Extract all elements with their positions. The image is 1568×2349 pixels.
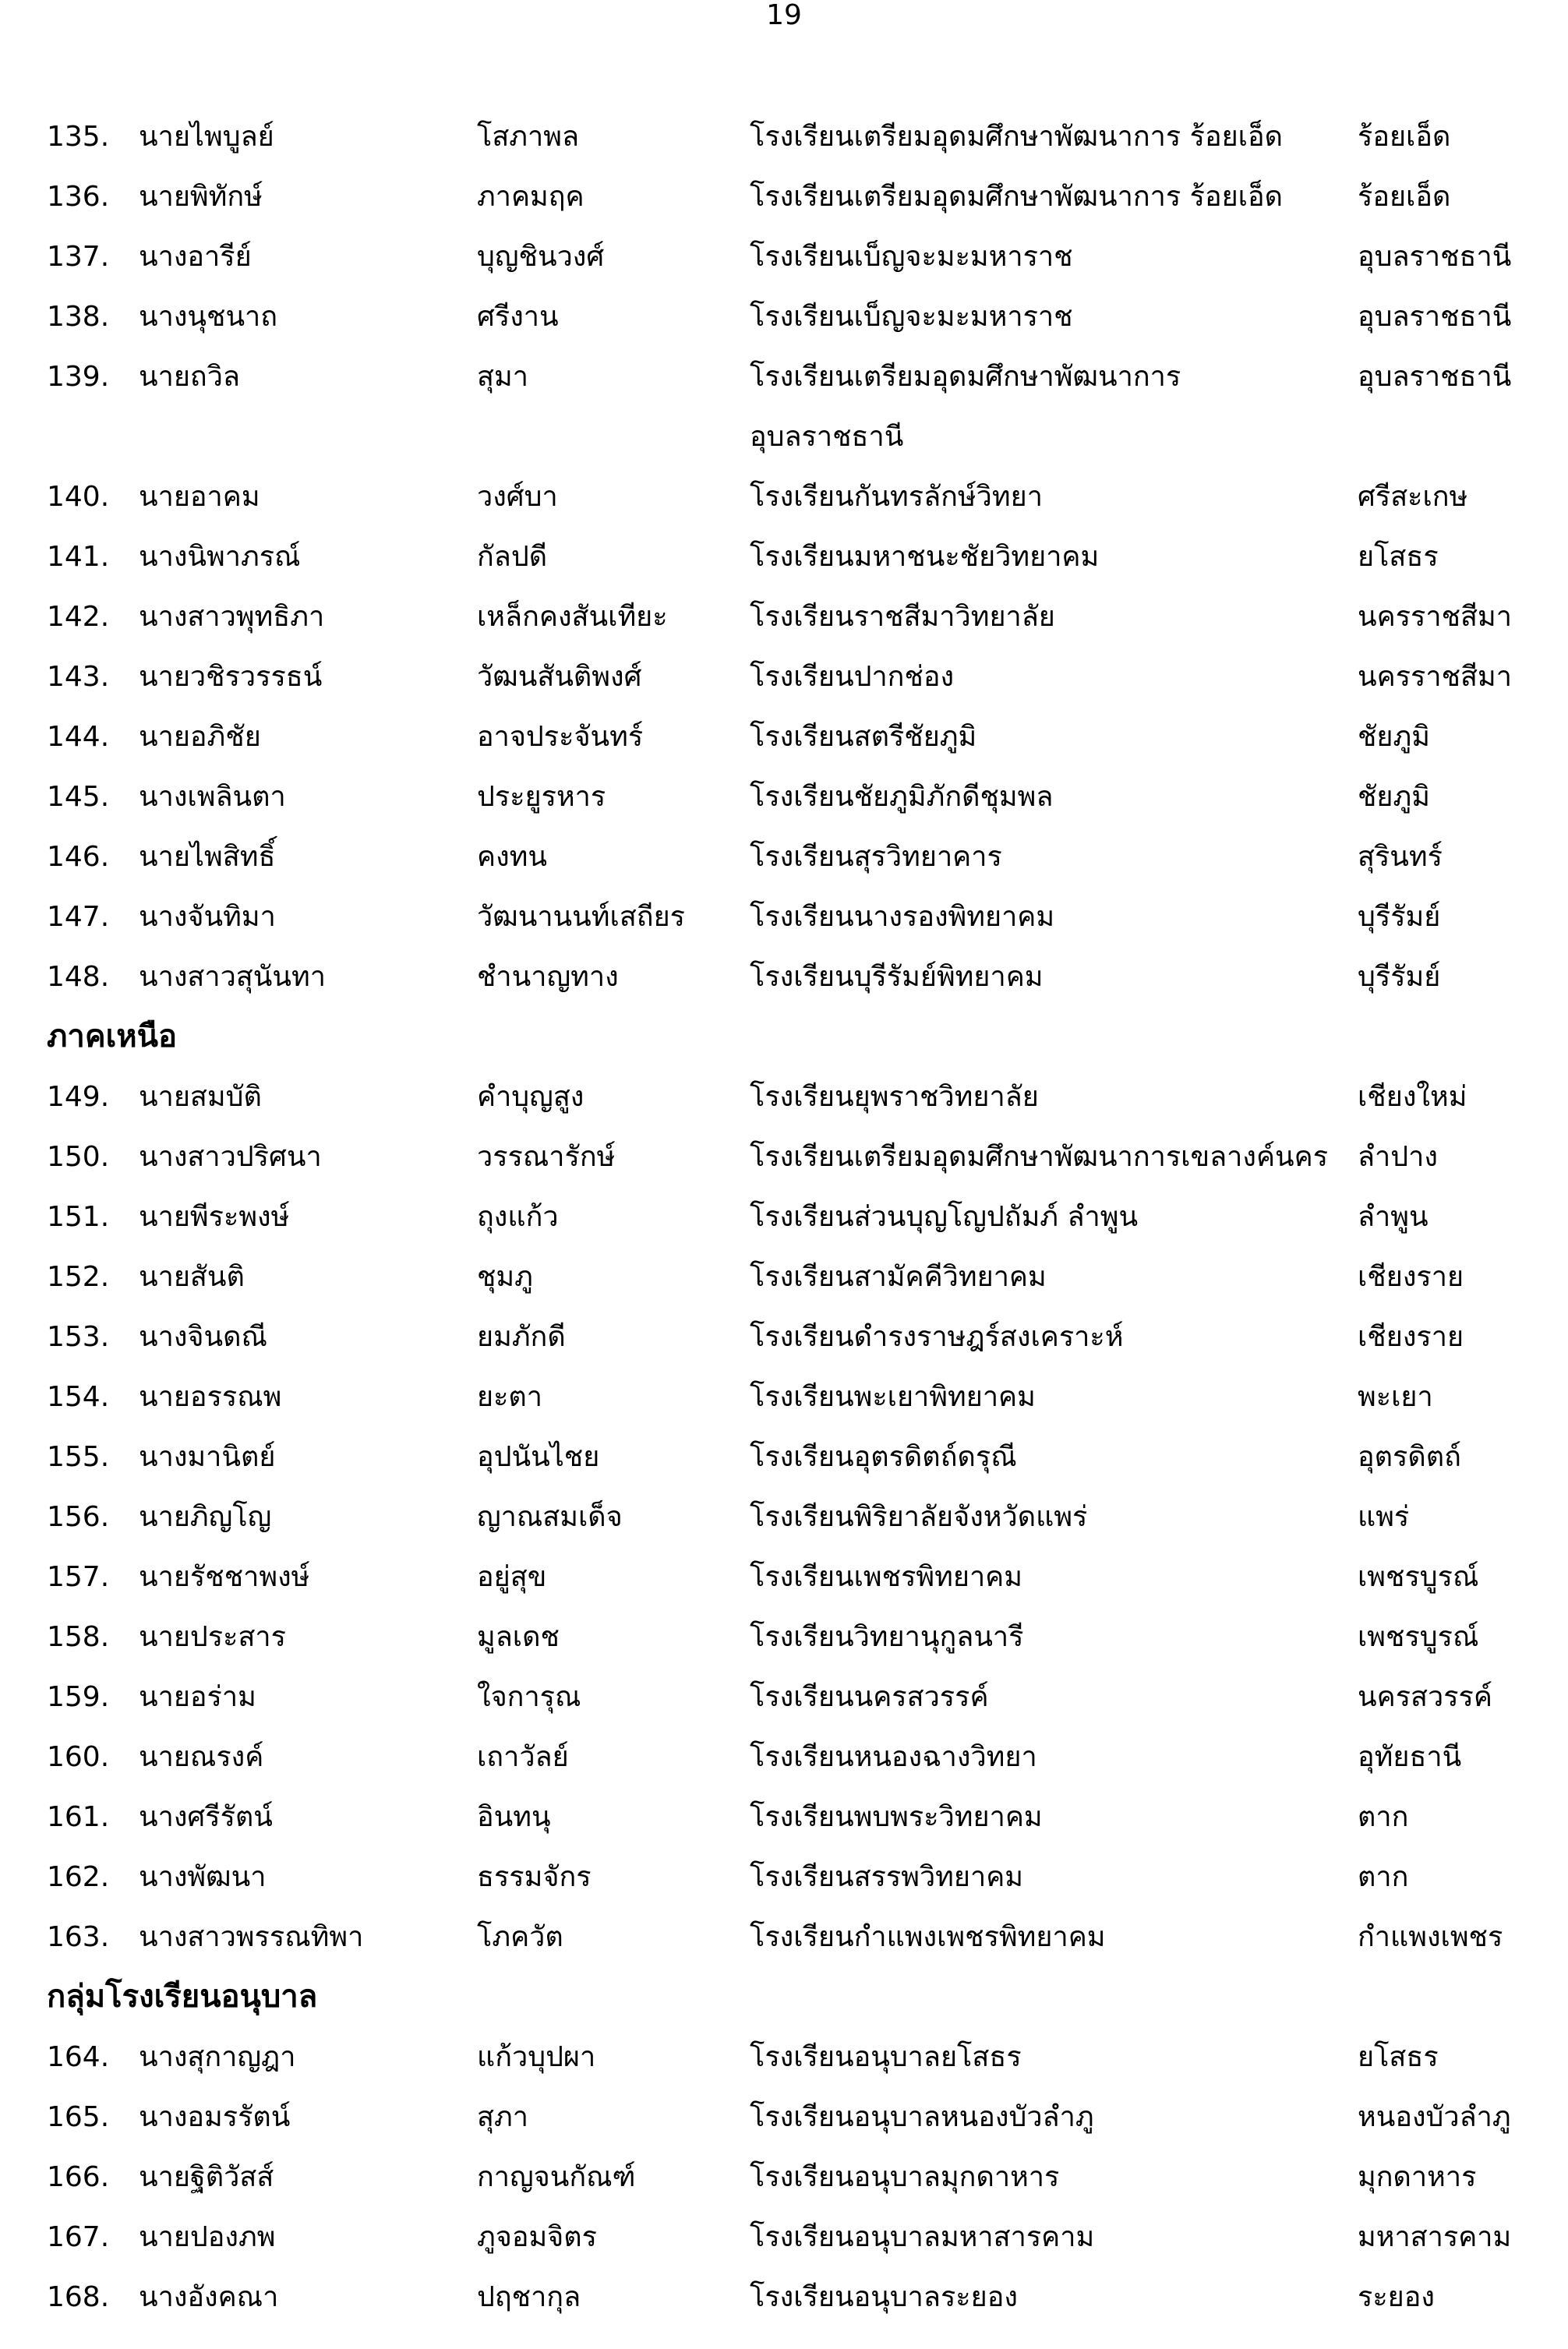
list-row <box>0 1547 1568 1607</box>
last-name: อาจประจันทร์ <box>477 721 644 753</box>
province: อุบลราชธานี <box>1358 301 1512 333</box>
first-name: นางสุกาญฎา <box>139 2041 296 2073</box>
list-row <box>0 287 1568 347</box>
last-name: ชำนาญทาง <box>477 961 619 993</box>
last-name: ประยูรหาร <box>477 781 606 813</box>
school-name: โรงเรียนอนุบาลระยอง <box>750 2281 1018 2313</box>
row-number: 148. <box>47 961 110 993</box>
province: ตาก <box>1358 1801 1409 1833</box>
province: ศรีสะเกษ <box>1358 481 1468 513</box>
school-name: โรงเรียนกำแพงเพชรพิทยาคม <box>750 1921 1106 1953</box>
first-name: นายณรงค์ <box>139 1741 264 1773</box>
school-name: โรงเรียนเบ็ญจะมะมหาราช <box>750 241 1073 273</box>
row-number: 164. <box>47 2041 110 2073</box>
first-name: นางนุชนาถ <box>139 301 278 333</box>
school-name: โรงเรียนบุรีรัมย์พิทยาคม <box>750 961 1044 993</box>
last-name: ธรรมจักร <box>477 1861 592 1893</box>
last-name: เถาวัลย์ <box>477 1741 569 1773</box>
province: นครราชสีมา <box>1358 661 1512 693</box>
school-name: โรงเรียนกันทรลักษ์วิทยา <box>750 481 1043 513</box>
list-row <box>0 1187 1568 1247</box>
school-name: โรงเรียนนครสวรรค์ <box>750 1681 989 1713</box>
school-name: โรงเรียนหนองฉางวิทยา <box>750 1741 1037 1773</box>
row-number: 139. <box>47 361 110 393</box>
school-name: โรงเรียนปากช่อง <box>750 661 955 693</box>
section-heading: ภาคเหนือ <box>47 1019 177 1054</box>
last-name: กาญจนกัณฑ์ <box>477 2161 636 2193</box>
list-row <box>0 227 1568 287</box>
school-name-continuation: อุบลราชธานี <box>750 421 904 453</box>
first-name: นายฐิติวัสส์ <box>139 2161 274 2193</box>
school-name: โรงเรียนอุตรดิตถ์ดรุณี <box>750 1441 1017 1473</box>
first-name: นางพัฒนา <box>139 1861 267 1893</box>
row-number: 135. <box>47 121 110 153</box>
school-name: โรงเรียนราชสีมาวิทยาลัย <box>750 601 1055 633</box>
province: อุบลราชธานี <box>1358 361 1512 393</box>
province: เพชรบูรณ์ <box>1358 1621 1479 1653</box>
last-name: ศรีงาน <box>477 301 559 333</box>
list-row <box>0 2207 1568 2267</box>
page-number: 19 <box>766 0 802 31</box>
first-name: นายไพบูลย์ <box>139 121 274 153</box>
province: พะเยา <box>1358 1381 1433 1413</box>
province: นครสวรรค์ <box>1358 1681 1492 1713</box>
list-row <box>0 767 1568 827</box>
row-number: 147. <box>47 901 110 933</box>
row-number: 150. <box>47 1141 110 1173</box>
school-name: โรงเรียนเตรียมอุดมศึกษาพัฒนาการ <box>750 361 1181 393</box>
last-name: คำบุญสูง <box>477 1081 584 1113</box>
province: ลำพูน <box>1358 1201 1429 1233</box>
school-name: โรงเรียนสตรีชัยภูมิ <box>750 721 977 753</box>
school-name: โรงเรียนอนุบาลยโสธร <box>750 2041 1022 2073</box>
school-name: โรงเรียนพะเยาพิทยาคม <box>750 1381 1036 1413</box>
row-number: 144. <box>47 721 110 753</box>
last-name: อยู่สุข <box>477 1561 547 1593</box>
first-name: นางสาวสุนันทา <box>139 961 326 993</box>
province: ยโสธร <box>1358 541 1439 573</box>
school-name: โรงเรียนมหาชนะชัยวิทยาคม <box>750 541 1100 573</box>
first-name: นายประสาร <box>139 1621 286 1653</box>
province: มุกดาหาร <box>1358 2161 1477 2193</box>
school-name: โรงเรียนสรรพวิทยาคม <box>750 1861 1024 1893</box>
first-name: นางเพลินตา <box>139 781 286 813</box>
list-row <box>0 2087 1568 2147</box>
participant-list <box>0 107 1568 2327</box>
row-number: 159. <box>47 1681 110 1713</box>
province: นครราชสีมา <box>1358 601 1512 633</box>
province: มหาสารคาม <box>1358 2221 1512 2253</box>
province: กำแพงเพชร <box>1358 1921 1503 1953</box>
first-name: นางอารีย์ <box>139 241 252 273</box>
school-name: โรงเรียนอนุบาลหนองบัวลำภู <box>750 2101 1094 2133</box>
list-row <box>0 1487 1568 1547</box>
row-number: 138. <box>47 301 110 333</box>
list-row <box>0 467 1568 527</box>
row-number: 160. <box>47 1741 110 1773</box>
last-name: อินทนุ <box>477 1801 551 1833</box>
first-name: นางศรีรัตน์ <box>139 1801 273 1833</box>
last-name: โสภาพล <box>477 121 580 153</box>
school-name: โรงเรียนชัยภูมิภักดีชุมพล <box>750 781 1054 813</box>
first-name: นายอรรณพ <box>139 1381 282 1413</box>
list-row <box>0 1427 1568 1487</box>
province: ร้อยเอ็ด <box>1358 181 1451 213</box>
list-row <box>0 2267 1568 2327</box>
school-name: โรงเรียนสามัคคีวิทยาคม <box>750 1261 1047 1293</box>
last-name: สุมา <box>477 361 528 393</box>
school-name: โรงเรียนยุพราชวิทยาลัย <box>750 1081 1039 1113</box>
row-number: 166. <box>47 2161 110 2193</box>
list-row <box>0 1727 1568 1787</box>
list-row <box>0 887 1568 947</box>
first-name: นายสมบัติ <box>139 1081 262 1113</box>
school-name: โรงเรียนนางรองพิทยาคม <box>750 901 1055 933</box>
last-name: บุญชินวงศ์ <box>477 241 605 273</box>
list-row-continuation <box>0 407 1568 467</box>
row-number: 154. <box>47 1381 110 1413</box>
school-name: โรงเรียนเตรียมอุดมศึกษาพัฒนาการ ร้อยเอ็ด <box>750 181 1283 213</box>
province: ชัยภูมิ <box>1358 721 1430 753</box>
first-name: นายรัชชาพงษ์ <box>139 1561 310 1593</box>
first-name: นายสันติ <box>139 1261 245 1293</box>
last-name: แก้วบุปผา <box>477 2041 596 2073</box>
province: บุรีรัมย์ <box>1358 901 1441 933</box>
last-name: โภควัต <box>477 1921 563 1953</box>
first-name: นายถวิล <box>139 361 240 393</box>
first-name: นางนิพาภรณ์ <box>139 541 301 573</box>
first-name: นายภิญโญ <box>139 1501 272 1533</box>
province: หนองบัวลำภู <box>1358 2101 1511 2133</box>
row-number: 136. <box>47 181 110 213</box>
last-name: ภูจอมจิตร <box>477 2221 597 2253</box>
first-name: นายไพสิทธิ์ <box>139 841 276 873</box>
list-row <box>0 1127 1568 1187</box>
row-number: 146. <box>47 841 110 873</box>
list-row <box>0 2147 1568 2207</box>
row-number: 161. <box>47 1801 110 1833</box>
school-name: โรงเรียนอนุบาลมุกดาหาร <box>750 2161 1060 2193</box>
row-number: 140. <box>47 481 110 513</box>
last-name: วัฒนสันติพงศ์ <box>477 661 642 693</box>
list-row <box>0 1787 1568 1847</box>
last-name: ถุงแก้ว <box>477 1201 559 1233</box>
last-name: ชุมภู <box>477 1261 533 1293</box>
last-name: ญาณสมเด็จ <box>477 1501 623 1533</box>
province: แพร่ <box>1358 1501 1410 1533</box>
row-number: 157. <box>47 1561 110 1593</box>
school-name: โรงเรียนเตรียมอุดมศึกษาพัฒนาการ ร้อยเอ็ด <box>750 121 1283 153</box>
school-name: โรงเรียนส่วนบุญโญปถัมภ์ ลำพูน <box>750 1201 1139 1233</box>
list-row <box>0 107 1568 167</box>
first-name: นายอร่าม <box>139 1681 256 1713</box>
province: อุบลราชธานี <box>1358 241 1512 273</box>
province: ตาก <box>1358 1861 1409 1893</box>
list-row <box>0 1067 1568 1127</box>
first-name: นายอาคม <box>139 481 260 513</box>
row-number: 168. <box>47 2281 110 2313</box>
province: ร้อยเอ็ด <box>1358 121 1451 153</box>
row-number: 162. <box>47 1861 110 1893</box>
school-name: โรงเรียนพิริยาลัยจังหวัดแพร่ <box>750 1501 1088 1533</box>
last-name: ยมภักดี <box>477 1321 566 1353</box>
province: ชัยภูมิ <box>1358 781 1430 813</box>
province: ยโสธร <box>1358 2041 1439 2073</box>
row-number: 163. <box>47 1921 110 1953</box>
list-row <box>0 167 1568 227</box>
first-name: นายอภิชัย <box>139 721 261 753</box>
list-row <box>0 827 1568 887</box>
last-name: อุปนันไชย <box>477 1441 600 1473</box>
last-name: ปฤชากุล <box>477 2281 581 2313</box>
province: ระยอง <box>1358 2281 1435 2313</box>
list-row <box>0 1247 1568 1307</box>
first-name: นางสาวพรรณทิพา <box>139 1921 364 1953</box>
first-name: นางอังคณา <box>139 2281 279 2313</box>
school-name: โรงเรียนเพชรพิทยาคม <box>750 1561 1022 1593</box>
list-row <box>0 1847 1568 1907</box>
school-name: โรงเรียนพบพระวิทยาคม <box>750 1801 1043 1833</box>
row-number: 141. <box>47 541 110 573</box>
province: สุรินทร์ <box>1358 841 1443 873</box>
row-number: 143. <box>47 661 110 693</box>
province: เชียงใหม่ <box>1358 1081 1467 1113</box>
row-number: 165. <box>47 2101 110 2133</box>
last-name: วรรณารักษ์ <box>477 1141 616 1173</box>
first-name: นางอมรรัตน์ <box>139 2101 291 2133</box>
first-name: นางจันทิมา <box>139 901 276 933</box>
list-row <box>0 1667 1568 1727</box>
first-name: นางสาวปริศนา <box>139 1141 322 1173</box>
list-row <box>0 1307 1568 1367</box>
province: เพชรบูรณ์ <box>1358 1561 1479 1593</box>
first-name: นายวชิรวรรธน์ <box>139 661 323 693</box>
last-name: กัลปดี <box>477 541 548 573</box>
school-name: โรงเรียนเบ็ญจะมะมหาราช <box>750 301 1073 333</box>
list-row <box>0 587 1568 647</box>
last-name: สุภา <box>477 2101 528 2133</box>
list-row <box>0 1907 1568 1967</box>
province: อุทัยธานี <box>1358 1741 1462 1773</box>
list-row <box>0 347 1568 407</box>
last-name: ภาคมฤค <box>477 181 584 213</box>
province: อุตรดิตถ์ <box>1358 1441 1461 1473</box>
first-name: นายพีระพงษ์ <box>139 1201 290 1233</box>
last-name: เหล็กคงสันเทียะ <box>477 601 668 633</box>
list-row <box>0 947 1568 1007</box>
section-heading: กลุ่มโรงเรียนอนุบาล <box>47 1979 318 2015</box>
province: ลำปาง <box>1358 1141 1438 1173</box>
first-name: นางจินดณี <box>139 1321 267 1353</box>
row-number: 156. <box>47 1501 110 1533</box>
list-row <box>0 2027 1568 2087</box>
row-number: 158. <box>47 1621 110 1653</box>
last-name: วงศ์บา <box>477 481 558 513</box>
province: เชียงราย <box>1358 1261 1464 1293</box>
last-name: มูลเดช <box>477 1621 560 1653</box>
province: บุรีรัมย์ <box>1358 961 1441 993</box>
last-name: คงทน <box>477 841 547 873</box>
last-name: วัฒนานนท์เสถียร <box>477 901 686 933</box>
school-name: โรงเรียนสุรวิทยาคาร <box>750 841 1002 873</box>
list-row <box>0 527 1568 587</box>
school-name: โรงเรียนเตรียมอุดมศึกษาพัฒนาการเขลางค์นคร <box>750 1141 1329 1173</box>
school-name: โรงเรียนวิทยานุกูลนารี <box>750 1621 1024 1653</box>
row-number: 137. <box>47 241 110 273</box>
school-name: โรงเรียนอนุบาลมหาสารคาม <box>750 2221 1095 2253</box>
list-row <box>0 1607 1568 1667</box>
school-name: โรงเรียนดำรงราษฎร์สงเคราะห์ <box>750 1321 1124 1353</box>
last-name: ยะตา <box>477 1381 543 1413</box>
list-row <box>0 647 1568 707</box>
first-name: นางมานิตย์ <box>139 1441 276 1473</box>
first-name: นายปองภพ <box>139 2221 276 2253</box>
first-name: นางสาวพุทธิภา <box>139 601 325 633</box>
list-row <box>0 1367 1568 1427</box>
row-number: 151. <box>47 1201 110 1233</box>
last-name: ใจการุณ <box>477 1681 581 1713</box>
list-row <box>0 707 1568 767</box>
row-number: 149. <box>47 1081 110 1113</box>
row-number: 142. <box>47 601 110 633</box>
province: เชียงราย <box>1358 1321 1464 1353</box>
row-number: 167. <box>47 2221 110 2253</box>
row-number: 152. <box>47 1261 110 1293</box>
row-number: 153. <box>47 1321 110 1353</box>
row-number: 155. <box>47 1441 110 1473</box>
row-number: 145. <box>47 781 110 813</box>
first-name: นายพิทักษ์ <box>139 181 263 213</box>
